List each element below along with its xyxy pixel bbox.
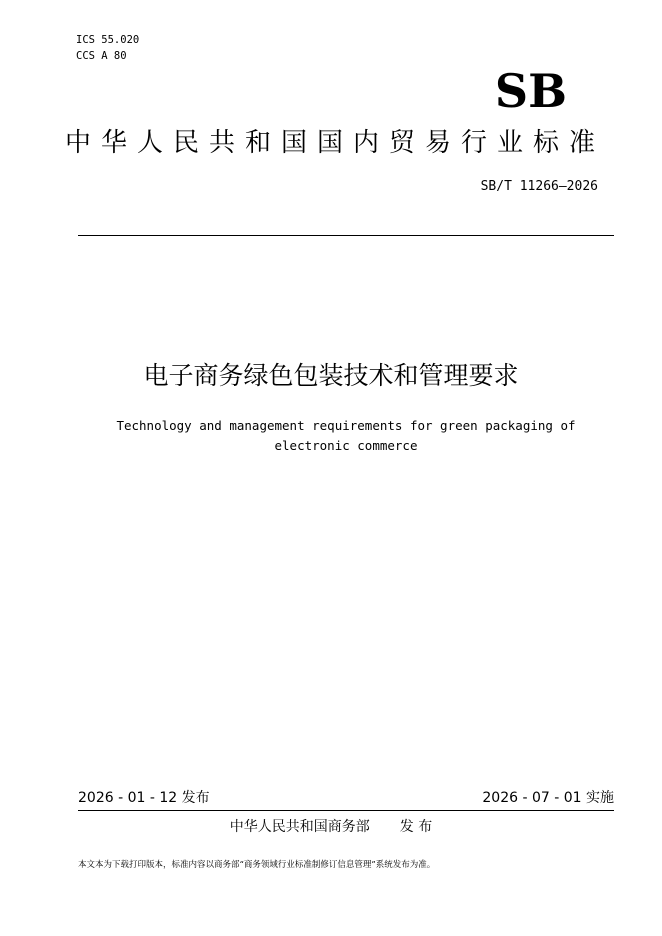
implementation-date: 2026 - 07 - 01 实施 — [482, 790, 614, 806]
ics-code: ICS 55.020 — [76, 34, 140, 46]
classification-codes — [76, 32, 139, 64]
footer-divider — [78, 810, 614, 811]
standard-category-title: 中华人民共和国国内贸易行业标准 — [64, 128, 605, 158]
header-divider — [78, 235, 614, 236]
download-footnote: 本文本为下载打印版本，标准内容以商务部“商务领域行业标准制修订信息管理”系统发布为准。 — [78, 860, 436, 870]
document-title-chinese: 电子商务绿色包装技术和管理要求 — [143, 361, 519, 390]
sb-logo: SB — [494, 64, 567, 118]
issuing-authority — [0, 816, 662, 838]
publication-date: 2026 - 01 - 12 发布 — [78, 790, 210, 806]
ccs-code: CCS A 80 — [76, 50, 127, 62]
issuer-name: 中华人民共和国商务部 — [229, 819, 370, 835]
issuer-action: 发 布 — [399, 819, 433, 835]
document-title-english: Technology and management requirements for green packaging of electronic commerce — [116, 418, 576, 453]
standard-number: SB/T 11266—2026 — [480, 179, 598, 194]
